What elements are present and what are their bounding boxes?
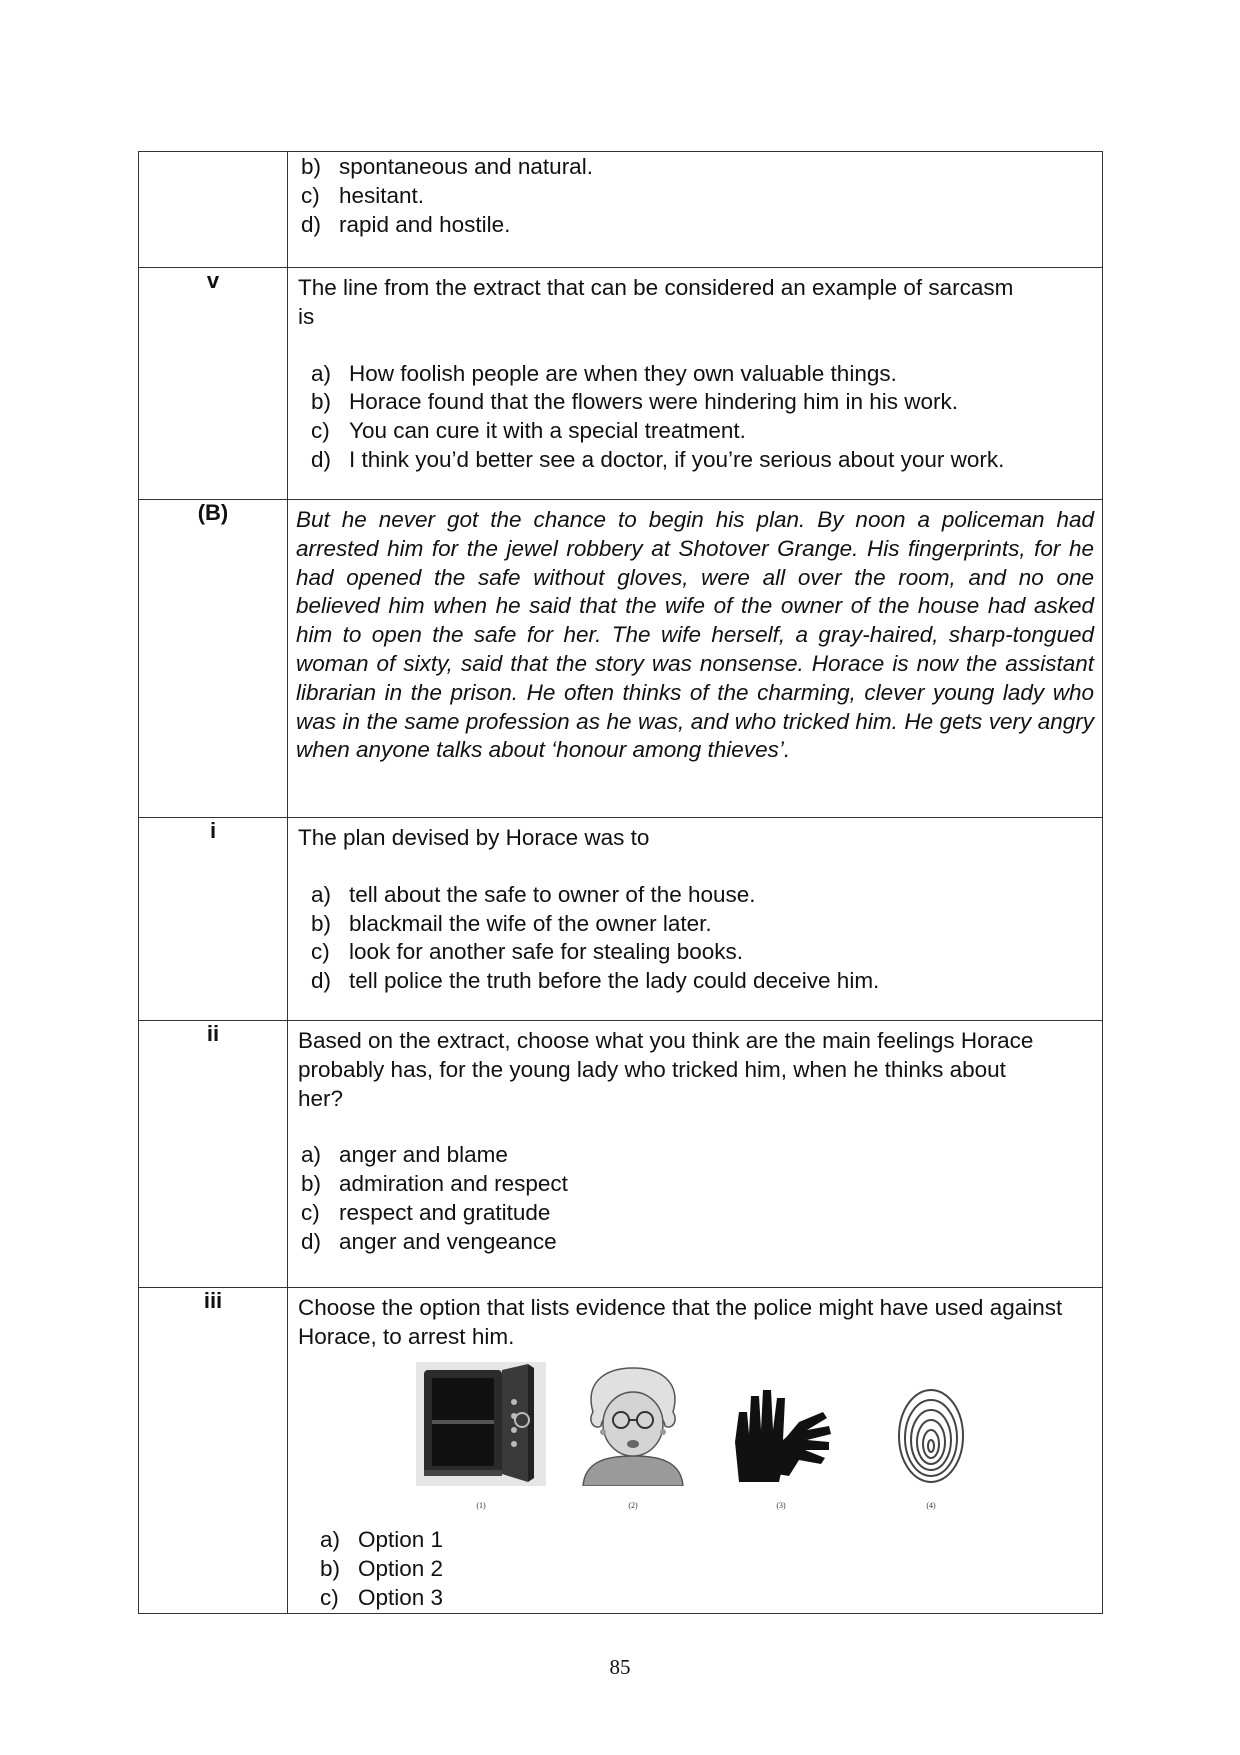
passage-cell [288,500,1103,818]
question-label [139,152,288,268]
table-row [139,500,1103,818]
evidence-pictures [416,1362,1092,1521]
page-number: 85 [609,1655,631,1679]
option-item: d) anger and vengeance [301,1228,557,1254]
question-content [288,1021,1103,1288]
table-row [139,268,1103,500]
question-stem: Based on the extract, choose what you think are the main feelings Horace probably has, for the young lady who tricked him, when he thinks about her? [298,1028,1034,1111]
options-list [311,360,1092,475]
picture-option: (1) [416,1362,546,1521]
question-label: i [139,818,288,1021]
question-stem: The plan devised by Horace was to [298,825,650,850]
gloves-icon [729,1382,833,1486]
options-list [301,1141,1092,1256]
option-item: b) spontaneous and natural. [301,154,593,179]
extract-passage: But he never got the chance to begin his plan. By noon a policeman had arrested him for the jewel robbery at Shotover Grange. His fingerprints, for he had opened the safe without gloves, were all over the room, and no one believed him when he said that the wife of the owner of the house had asked him to open the safe for her. The wife herself, a gray-haired, sharp-tongued woman of sixty, said that the story was nonsense. Horace is now the assistant librarian in the prison. He often thinks of the charming, clever young lady who was in the same profession as he was, and who tricked him. He gets very angry when anyone talks about ‘honour among thieves’. [296,507,1094,763]
question-table [138,151,1103,1614]
option-item: d) tell police the truth before the lady could deceive him. [311,968,880,994]
picture-option: (4) [895,1386,967,1521]
question-label: v [139,268,288,500]
question-content [288,268,1103,500]
option-item: a) How foolish people are when they own valuable things. [311,360,897,386]
table-row [139,1021,1103,1288]
question-label: ii [139,1021,288,1288]
option-item: c) respect and gratitude [301,1199,551,1225]
section-label: (B) [139,500,288,818]
option-item: b) blackmail the wife of the owner later. [311,910,712,936]
picture-option: (3) [729,1382,833,1521]
woman-face-icon [579,1364,687,1486]
table-row [139,1288,1103,1614]
option-item: a) tell about the safe to owner of the house. [311,881,756,907]
option-item: a) anger and blame [301,1142,508,1168]
option-item: c) hesitant. [301,182,425,208]
options-list [311,881,1092,996]
question-stem: Choose the option that lists evidence that the police might have used against Horace, to arrest him. [298,1295,1063,1349]
question-content [288,152,1103,268]
option-item: d) rapid and hostile. [301,211,511,237]
question-content [288,818,1103,1021]
question-label: iii [139,1288,288,1614]
option-item: a) Option 1 [320,1527,444,1553]
table-row [139,152,1103,268]
options-list [320,1526,1092,1612]
safe-icon [416,1362,546,1486]
table-row [139,818,1103,1021]
question-stem: The line from the extract that can be considered an example of sarcasm is [298,275,1014,329]
option-item: c) look for another safe for stealing books. [311,939,743,965]
option-item: b) Option 2 [320,1556,444,1582]
question-content [288,1288,1103,1614]
option-item: b) admiration and respect [301,1171,568,1197]
option-item: b) Horace found that the flowers were hindering him in his work. [311,389,959,415]
fingerprint-icon [895,1386,967,1486]
picture-option: (2) [579,1364,687,1521]
options-list [301,153,1092,239]
option-item: d) I think you’d better see a doctor, if you’re serious about your work. [311,446,1005,472]
option-item: c) Option 3 [320,1584,444,1610]
option-item: c) You can cure it with a special treatment. [311,418,746,444]
